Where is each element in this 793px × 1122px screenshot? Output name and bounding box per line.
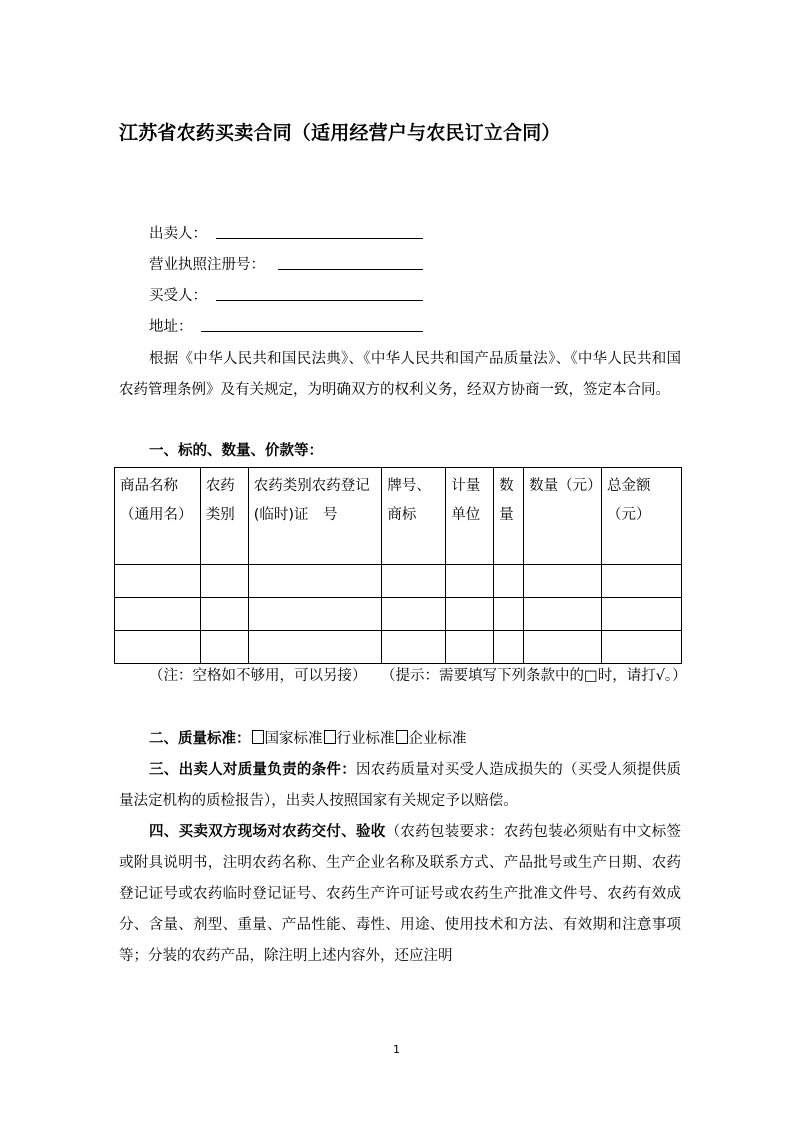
address-label: 地址： bbox=[149, 319, 193, 335]
license-label: 营业执照注册号： bbox=[149, 257, 265, 273]
section-1-heading: 一、标的、数量、价款等： bbox=[149, 443, 323, 459]
document-title: 江苏省农药买卖合同（适用经营户与农民订立合同） bbox=[119, 122, 561, 144]
table-header-row bbox=[115, 468, 682, 565]
table-cell[interactable] bbox=[382, 565, 446, 598]
table-cell[interactable] bbox=[602, 565, 682, 598]
buyer-label: 买受人： bbox=[149, 288, 207, 304]
option-label: 行业标准 bbox=[336, 731, 395, 747]
table-cell[interactable] bbox=[115, 598, 201, 631]
table-cell[interactable] bbox=[494, 598, 524, 631]
intro-paragraph: 根据《中华人民共和国民法典》、《中华人民共和国产品质量法》、《中华人民共和国农药管理条例》及有关规定，为明确双方的权利义务，经双方协商一致，签定本合同。 bbox=[119, 351, 681, 398]
license-field[interactable] bbox=[278, 269, 423, 270]
address-field[interactable] bbox=[201, 331, 423, 332]
seller-label: 出卖人： bbox=[149, 226, 207, 242]
section-4-text: （农药包装要求：农药包装必须贴有中文标签或附具说明书，注明农药名称、生产企业名称及联系方式、产品批号或生产日期、农药登记证号或农药临时登记证号、农药生产许可证号或农药生产批准文件号、农药有效成分、含量、剂型、重量、产品性能、毒性、用途、使用技术和方法、有效期和注意事项等；分装的农药产品，除注明上述内容外，还应注明 bbox=[119, 824, 682, 964]
goods-table bbox=[114, 467, 682, 664]
table-cell[interactable] bbox=[200, 631, 248, 664]
section-2 bbox=[149, 729, 467, 749]
table-cell[interactable] bbox=[494, 565, 524, 598]
table-header-cell: 商品名称（通用名） bbox=[115, 468, 201, 565]
table-header-cell: 农药类别 bbox=[200, 468, 248, 565]
checkbox[interactable] bbox=[252, 730, 264, 744]
table-cell[interactable] bbox=[524, 565, 602, 598]
seller-field[interactable] bbox=[216, 238, 423, 239]
table-cell[interactable] bbox=[382, 631, 446, 664]
page-number: 1 bbox=[393, 1043, 400, 1056]
table-row bbox=[115, 565, 682, 598]
option-label: 企业标准 bbox=[408, 731, 467, 747]
table-cell[interactable] bbox=[446, 631, 494, 664]
table-cell[interactable] bbox=[494, 631, 524, 664]
table-cell[interactable] bbox=[248, 565, 382, 598]
table-cell[interactable] bbox=[602, 598, 682, 631]
checkbox[interactable] bbox=[324, 730, 336, 744]
table-header-cell: 数量 bbox=[494, 468, 524, 565]
section-3 bbox=[119, 755, 681, 817]
table-cell[interactable] bbox=[446, 598, 494, 631]
table-cell[interactable] bbox=[115, 631, 201, 664]
section-2-label: 二、质量标准： bbox=[149, 731, 251, 747]
table-cell[interactable] bbox=[200, 565, 248, 598]
table-header-cell: 牌号、商标 bbox=[382, 468, 446, 565]
table-cell[interactable] bbox=[382, 598, 446, 631]
table-cell[interactable] bbox=[248, 631, 382, 664]
table-header-cell: 数量（元） bbox=[524, 468, 602, 565]
table-header-cell: 计量单位 bbox=[446, 468, 494, 565]
table-row bbox=[115, 598, 682, 631]
section-4-label: 四、买卖双方现场对农药交付、验收 bbox=[149, 824, 386, 840]
table-cell[interactable] bbox=[200, 598, 248, 631]
option-label: 国家标准 bbox=[264, 731, 323, 747]
table-note: （注：空格如不够用，可以另接） （提示：需要填写下列条款中的□时，请打√。） bbox=[149, 668, 687, 684]
table-cell[interactable] bbox=[115, 565, 201, 598]
table-row bbox=[115, 631, 682, 664]
table-cell[interactable] bbox=[602, 631, 682, 664]
table-cell[interactable] bbox=[524, 598, 602, 631]
table-header-cell: 总金额（元） bbox=[602, 468, 682, 565]
checkbox[interactable] bbox=[396, 730, 408, 744]
section-4 bbox=[119, 817, 681, 972]
section-3-label: 三、出卖人对质量负责的条件： bbox=[149, 762, 356, 778]
buyer-field[interactable] bbox=[216, 300, 423, 301]
table-header-cell: 农药类别农药登记(临时)证 号 bbox=[248, 468, 382, 565]
section-3-text: 因农药质量对买受人造成损失的（买受人须提供质量法定机构的质检报告），出卖人按照国家有关规定予以赔偿。 bbox=[119, 762, 681, 809]
table-cell[interactable] bbox=[524, 631, 602, 664]
table-cell[interactable] bbox=[248, 598, 382, 631]
table-cell[interactable] bbox=[446, 565, 494, 598]
